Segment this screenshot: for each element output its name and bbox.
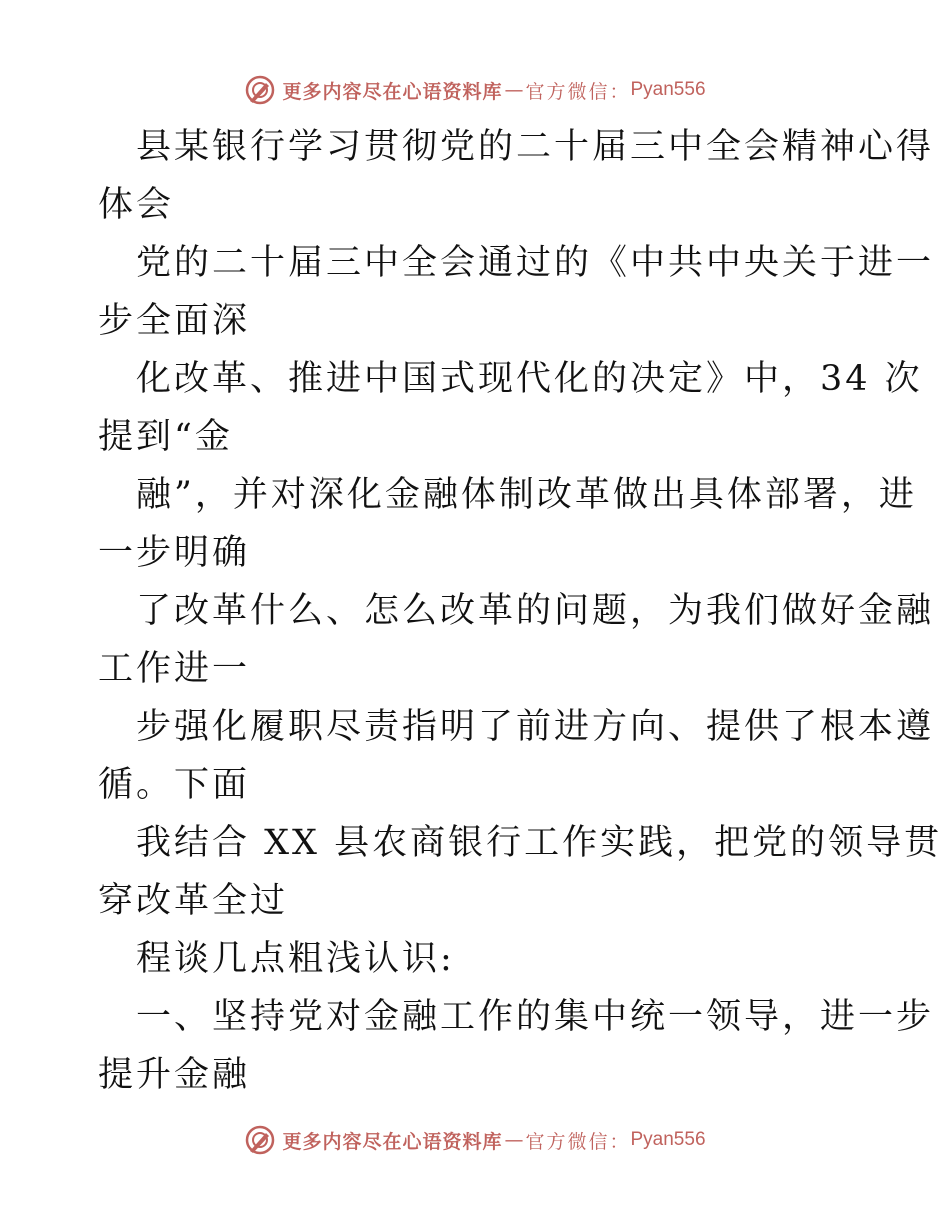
title-line-1: 县某银行学习贯彻党的二十届三中全会精神心得 [136,127,935,167]
body-line: 了改革什么、怎么改革的问题，为我们做好金融 [136,591,935,631]
watermark-label: 官方微信： [525,1130,631,1153]
body-line: 一步明确 [98,533,251,573]
document-body [98,118,943,1104]
body-line: 循。下面 [98,765,251,805]
body-line: 穿改革全过 [98,881,289,921]
body-line: 工作进一 [98,649,251,689]
watermark-separator: — [504,79,524,101]
body-line: 步强化履职尽责指明了前进方向、提供了根本遵 [136,707,935,747]
watermark-text: 更多内容尽在心语资料库 [282,80,503,103]
section-heading-line-1: 一、坚持党对金融工作的集中统一领导，进一步 [136,997,935,1037]
body-line: 程谈几点粗浅认识: [136,939,455,979]
body-line: 提到“金 [98,417,233,457]
footer-watermark [0,1120,950,1160]
watermark-wechat-id: Pyan556 [630,1129,706,1150]
body-line: 步全面深 [98,301,251,341]
pen-logo-icon [244,74,276,106]
header-watermark [0,70,950,110]
watermark-wechat-id: Pyan556 [630,79,706,100]
body-line: 融”，并对深化金融体制改革做出具体部署，进 [136,475,917,515]
watermark-text: 更多内容尽在心语资料库 [282,1130,503,1153]
pen-logo-icon [244,1124,276,1156]
body-line: 我结合 XX 县农商银行工作实践，把党的领导贯 [136,823,943,863]
section-heading-line-2: 提升金融 [98,1055,251,1095]
body-line: 化改革、推进中国式现代化的决定》中，34 次 [136,359,923,399]
title-line-2: 体会 [98,185,175,225]
body-line: 党的二十届三中全会通过的《中共中央关于进一 [136,243,935,283]
watermark-label: 官方微信： [525,80,631,103]
watermark-separator: — [504,1129,524,1151]
